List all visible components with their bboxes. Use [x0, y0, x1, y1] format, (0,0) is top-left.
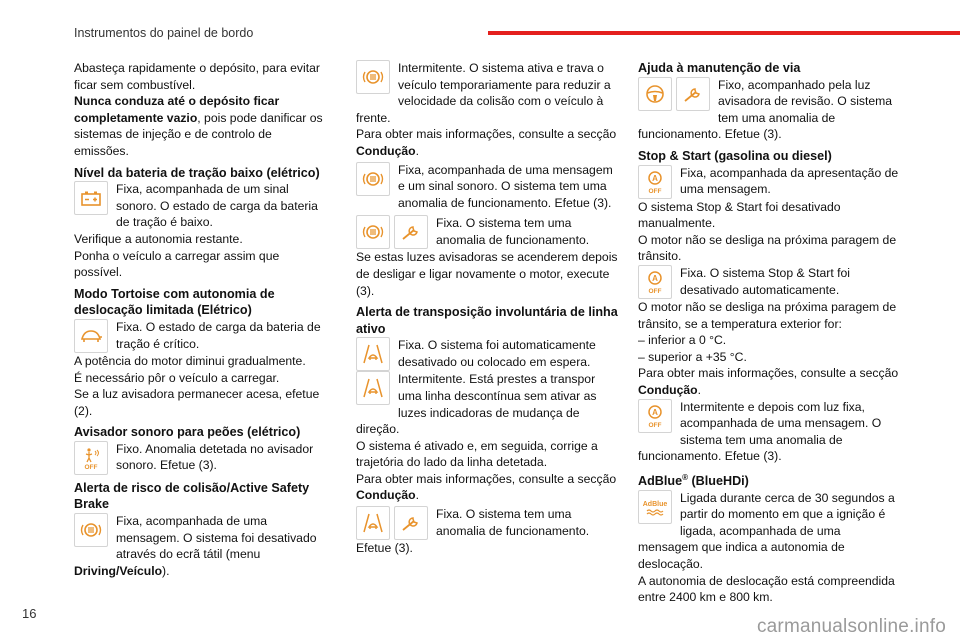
column-3 — [638, 60, 900, 606]
svg-text:OFF: OFF — [648, 187, 662, 195]
battery-line-3: Ponha o veículo a carregar assim que possível. — [74, 248, 280, 280]
lane-assist-indicator — [638, 77, 900, 143]
watermark: carmanualsonline.info — [756, 616, 946, 637]
battery-indicator — [74, 181, 330, 231]
stop-start-off-icon — [638, 399, 672, 433]
asb-blinking-desc: Intermitente. O sistema ativa e trava o veículo temporariamente para reduzir a velocidade da colisão com o veículo à frente. — [356, 61, 611, 125]
stopstart-indicator-2 — [638, 265, 900, 299]
lane-departure-icon — [356, 506, 390, 540]
lane-more-text: Para obter mais informações, consulte a secção — [356, 471, 617, 486]
stop-start-off-icon — [638, 165, 672, 199]
page-header-title: Instrumentos do painel de bordo — [74, 26, 254, 40]
stopstart-desc-3: Intermitente e depois com luz fixa, acompanhada de uma mensagem. O sistema tem uma anomalia de funcionamento. Efetue (3). — [638, 399, 882, 464]
asb-fault-line-2: Se estas luzes avisadoras se acenderem depois de desligar e ligar novamente o motor, execute (3). — [356, 250, 618, 298]
stopstart-indicator-1 — [638, 165, 900, 199]
asb-fault-indicator — [356, 215, 618, 249]
collision-desc-1: Fixa, acompanhada de uma mensagem. O sistema foi desativado através do ecrã tátil (menu — [116, 514, 317, 562]
battery-desc: Fixa, acompanhada de um sinal sonoro. O estado de carga da bateria de tração é baixo. — [116, 182, 318, 230]
adblue-heading — [638, 470, 900, 490]
wrench-icon — [394, 215, 428, 249]
svg-text:A: A — [652, 173, 658, 183]
column-2 — [356, 60, 618, 557]
lane-indicator-2 — [356, 371, 618, 437]
stop-start-off-icon — [638, 265, 672, 299]
lane-more-info — [356, 471, 618, 504]
adblue-desc: Ligada durante cerca de 30 segundos a partir do momento em que a ignição é ligada, acompanhada de uma mensagem que indica a autonomia de deslocação. — [638, 490, 895, 572]
battery-icon — [74, 181, 108, 215]
collision-desc — [74, 513, 330, 579]
stopstart-desc-2: Fixa. O sistema Stop & Start foi desativado automaticamente. — [680, 265, 851, 297]
collision-brake-icon — [356, 60, 390, 94]
collision-indicator — [74, 513, 330, 579]
lane-indicator-3 — [356, 506, 618, 540]
page-number: 16 — [22, 606, 37, 621]
stopstart-line-2-2: O motor não se desliga na próxima paragem de trânsito, se a temperatura exterior for: — [638, 299, 897, 331]
stopstart-section-name: Condução — [638, 382, 698, 397]
collision-menu-name: Driving/Veículo — [74, 563, 163, 578]
lane-line-2: O sistema é ativado e, em seguida, corrige a trajetória do lado da linha detetada. — [356, 438, 598, 470]
tortoise-heading: Modo Tortoise com autonomia de deslocação limitada (Elétrico) — [74, 286, 275, 318]
pedestrian-heading: Avisador sonoro para peões (elétrico) — [74, 425, 301, 440]
wrench-icon — [394, 506, 428, 540]
asb-blinking-indicator — [356, 60, 618, 126]
collision-brake-icon — [356, 215, 390, 249]
collision-brake-icon — [74, 513, 108, 547]
tortoise-line-2: A potência do motor diminui gradualmente. — [74, 353, 306, 368]
lane-heading: Alerta de transposição involuntária de linha ativo — [356, 305, 618, 336]
lane-section-name: Condução — [356, 488, 416, 503]
pedestrian-indicator — [74, 441, 330, 475]
adblue-title: AdBlue — [638, 474, 683, 489]
asb-more-end: . — [415, 143, 419, 158]
tortoise-icon — [74, 319, 108, 353]
svg-text:A: A — [652, 407, 658, 417]
lane-indicator-1 — [356, 337, 618, 371]
svg-text:A: A — [652, 273, 658, 283]
tortoise-line-4: Se a luz avisadora permanecer acesa, efetue (2). — [74, 387, 320, 418]
stopstart-line-1-2: O sistema Stop & Start foi desativado manualmente. — [638, 199, 841, 231]
asb-more-text: Para obter mais informações, consulte a secção — [356, 127, 617, 142]
tortoise-indicator — [74, 319, 330, 353]
lane-departure-icon — [356, 371, 390, 405]
battery-line-2: Verifique a autonomia restante. — [74, 231, 243, 246]
svg-text:OFF: OFF — [648, 421, 662, 429]
stopstart-more-text: Para obter mais informações, consulte a secção — [638, 366, 899, 381]
lane-more-end: . — [415, 488, 419, 503]
intro-text-1: Abasteça rapidamente o depósito, para evitar ficar sem combustível. — [74, 61, 320, 92]
lane-desc-2: Intermitente. Está prestes a transpor uma linha descontínua sem ativar as luzes indicadoras de mudança de direção. — [356, 372, 597, 437]
pedestrian-horn-off-icon — [74, 441, 108, 475]
asb-fault-desc: Fixa. O sistema tem uma anomalia de funcionamento. — [436, 216, 590, 247]
collision-heading: Alerta de risco de colisão/Active Safety Brake — [74, 480, 310, 512]
collision-brake-icon — [356, 162, 390, 196]
asb-message-desc: Fixa, acompanhada de uma mensagem e um sinal sonoro. O sistema tem uma anomalia de funcionamento. Efetue (3). — [398, 162, 613, 210]
stopstart-bullet-2: – superior a +35 °C. — [638, 349, 747, 364]
header-accent-bar — [488, 31, 960, 35]
stopstart-more-end: . — [697, 382, 701, 397]
asb-message-indicator — [356, 162, 618, 212]
stopstart-indicator-3 — [638, 399, 900, 465]
stopstart-desc-1: Fixa, acompanhada da apresentação de uma mensagem. — [680, 165, 899, 197]
pedestrian-desc: Fixo. Anomalia detetada no avisador sonoro. Efetue (3). — [116, 441, 314, 473]
adblue-icon-text: AdBlue — [642, 500, 668, 508]
lane-assist-heading: Ajuda à manutenção de via — [638, 61, 801, 75]
stopstart-line-1-3: O motor não se desliga na próxima paragem de trânsito. — [638, 232, 897, 264]
stopstart-more-info — [638, 365, 900, 398]
battery-heading: Nível da bateria de tração baixo (elétrico) — [74, 165, 320, 180]
adblue-registered-mark: ® — [682, 472, 688, 482]
intro-text-2: , pois pode danificar os sistemas de injeção e de controlo de emissões. — [74, 110, 323, 158]
collision-desc-2: ). — [162, 563, 170, 578]
stopstart-bullet-1: – inferior a 0 °C. — [638, 333, 727, 348]
intro-paragraph — [74, 60, 330, 160]
asb-section-name: Condução — [356, 143, 416, 158]
intro-warning: Nunca conduza até o depósito ficar completamente vazio — [74, 94, 280, 125]
lane-departure-icon — [356, 337, 390, 371]
stopstart-heading: Stop & Start (gasolina ou diesel) — [638, 148, 832, 163]
tortoise-line-3: É necessário pôr o veículo a carregar. — [74, 370, 280, 385]
adblue-icon — [638, 490, 672, 524]
tortoise-desc: Fixa. O estado de carga da bateria de tração é crítico. — [116, 319, 321, 351]
lane-assist-desc: Fixo, acompanhado pela luz avisadora de revisão. O sistema tem uma anomalia de funcionamento. Efetue (3). — [638, 77, 893, 142]
svg-text:OFF: OFF — [84, 463, 98, 471]
lane-line-3: Efetue (3). — [356, 541, 413, 556]
wrench-icon — [676, 77, 710, 111]
svg-text:OFF: OFF — [648, 287, 662, 295]
adblue-line-2: A autonomia de deslocação está compreendida entre 2400 km e 800 km. — [638, 573, 895, 605]
lane-desc-3: Fixa. O sistema tem uma anomalia de funcionamento. — [436, 507, 590, 538]
steering-wheel-icon — [638, 77, 672, 111]
lane-desc-1: Fixa. O sistema foi automaticamente desativado ou colocado em espera. — [398, 338, 596, 369]
adblue-title-suffix: (BlueHDi) — [687, 474, 749, 489]
asb-more-info — [356, 126, 618, 159]
column-1 — [74, 60, 330, 579]
adblue-indicator — [638, 490, 900, 573]
